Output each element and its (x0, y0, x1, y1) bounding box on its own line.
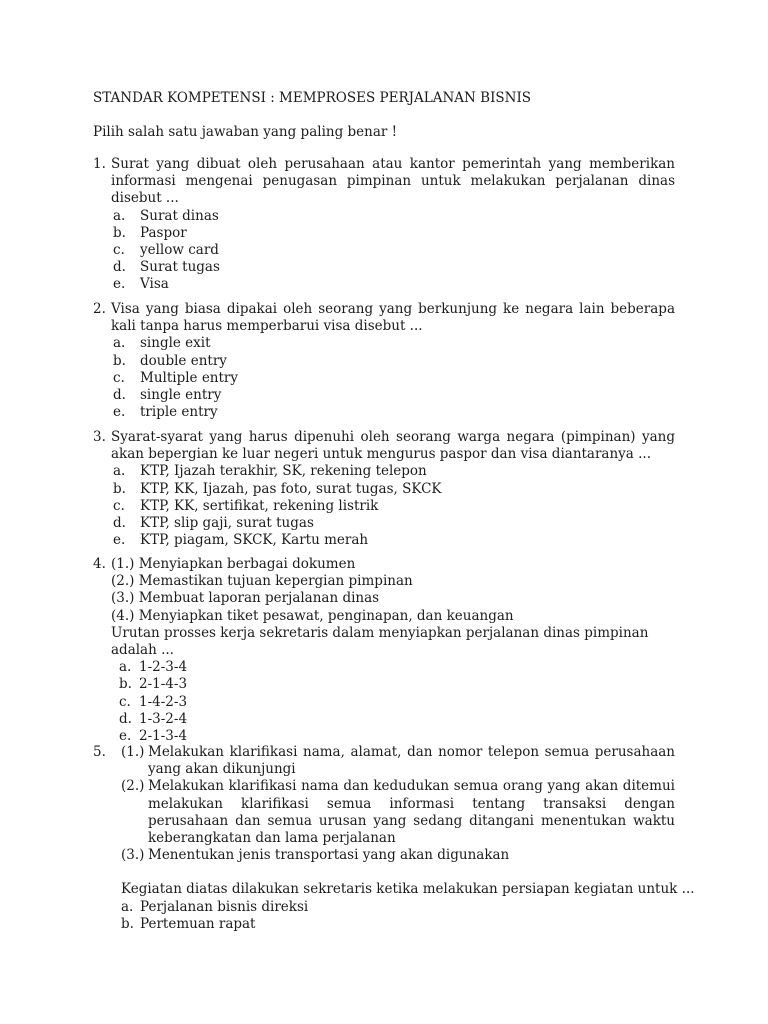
step-item (121, 778, 675, 847)
option-text: Visa (140, 276, 169, 293)
option-letter: b. (121, 915, 134, 932)
step-item: (4.) Menyiapkan tiket pesawat, penginapan, dan keuangan (111, 607, 514, 624)
option-letter: c. (119, 693, 131, 710)
step-item: (2.) Memastikan tujuan kepergian pimpinan (111, 573, 413, 590)
question-text: Surat yang dibuat oleh perusahaan atau kantor pemerintah yang memberikan informasi mengenai penugasan pimpinan untuk melakukan perjalanan dinas disebut ... (111, 156, 675, 207)
question-3 (93, 429, 675, 549)
option-c[interactable] (119, 694, 675, 711)
option-text: 2-1-3-4 (139, 728, 188, 745)
option-text: 1-4-2-3 (139, 693, 188, 710)
option-text: Paspor (140, 224, 187, 241)
option-text: Multiple entry (140, 369, 239, 386)
instruction-text: Pilih salah satu jawaban yang paling benar ! (93, 124, 398, 140)
option-text: single exit (140, 335, 211, 352)
step-item: (1.) Menyiapkan berbagai dokumen (111, 556, 356, 572)
option-a[interactable] (119, 659, 675, 676)
option-list (93, 208, 675, 294)
step-text: Menentukan jenis transportasi yang akan digunakan (148, 847, 510, 864)
option-text: KTP, piagam, SKCK, Kartu merah (140, 532, 369, 549)
option-list (93, 335, 675, 421)
option-text: 2-1-4-3 (139, 676, 188, 693)
option-e[interactable] (119, 728, 675, 745)
option-letter: d. (119, 710, 132, 727)
option-c[interactable] (111, 498, 675, 515)
option-d[interactable] (111, 259, 675, 276)
question-text: Visa yang biasa dipakai oleh seorang yang berkunjung ke negara lain beberapa kali tanpa harus memperbarui visa disebut ... (111, 301, 675, 335)
option-letter: d. (113, 515, 126, 532)
step-label: (1.) (121, 744, 145, 760)
question-5 (93, 744, 695, 933)
option-letter: c. (113, 369, 125, 386)
option-letter: b. (119, 676, 132, 693)
step-text: Melakukan klarifikasi nama, alamat, dan nomor telepon semua perusahaan yang akan dikunjungi (148, 744, 675, 778)
option-a[interactable] (111, 463, 675, 480)
page-title: STANDAR KOMPETENSI : MEMPROSES PERJALANAN BISNIS (93, 90, 532, 106)
option-a[interactable] (121, 899, 675, 916)
option-b[interactable] (111, 225, 675, 242)
option-b[interactable] (111, 481, 675, 498)
option-list (93, 463, 675, 549)
option-text: KTP, Ijazah terakhir, SK, rekening telepon (140, 463, 427, 480)
question-number: 1. (93, 156, 106, 172)
option-letter: b. (113, 224, 126, 241)
step-label: (2.) (121, 778, 145, 795)
question-number: 4. (93, 556, 106, 572)
step-item (121, 744, 675, 778)
option-text: triple entry (140, 404, 218, 421)
option-e[interactable] (111, 532, 675, 549)
option-b[interactable] (111, 353, 675, 370)
question-text: Syarat-syarat yang harus dipenuhi oleh seorang warga negara (pimpinan) yang akan bepergian ke luar negeri untuk mengurus paspor dan visa diantaranya ... (111, 429, 675, 463)
step-item (121, 847, 675, 864)
question-number: 5. (93, 744, 106, 760)
option-text: Surat tugas (140, 259, 220, 276)
option-b[interactable] (121, 916, 675, 933)
option-e[interactable] (111, 404, 675, 421)
option-a[interactable] (111, 208, 675, 225)
option-d[interactable] (119, 711, 675, 728)
option-list (93, 659, 675, 745)
option-letter: c. (113, 497, 125, 514)
option-text: Surat dinas (140, 207, 219, 224)
question-text: Urutan prosses kerja sekretaris dalam menyiapkan perjalanan dinas pimpinan adalah ... (111, 624, 649, 659)
option-letter: e. (113, 532, 126, 549)
step-list (93, 556, 675, 625)
step-label: (3.) (121, 847, 145, 864)
option-b[interactable] (119, 676, 675, 693)
option-letter: d. (113, 259, 126, 276)
option-text: 1-2-3-4 (139, 659, 188, 676)
option-letter: a. (113, 335, 126, 352)
option-text: Pertemuan rapat (140, 915, 256, 932)
option-text: KTP, KK, Ijazah, pas foto, surat tugas, SKCK (140, 480, 442, 497)
question-2 (93, 301, 675, 421)
option-c[interactable] (111, 242, 675, 259)
option-letter: a. (113, 463, 126, 480)
option-text: 1-3-2-4 (139, 710, 188, 727)
step-text: Melakukan klarifikasi nama dan kedudukan semua orang yang akan ditemui melakukan klarifikasi semua informasi tentang transaksi dengan perusahaan dan semua urusan yang sedang ditangani menentukan waktu keberangkatan dan lama perjalanan (148, 778, 675, 847)
option-letter: a. (121, 898, 134, 915)
option-text: KTP, slip gaji, surat tugas (140, 515, 314, 532)
option-a[interactable] (111, 335, 675, 352)
question-4 (93, 556, 675, 745)
option-list (93, 899, 675, 933)
option-letter: e. (113, 276, 126, 293)
option-letter: d. (113, 387, 126, 404)
option-e[interactable] (111, 276, 675, 293)
option-letter: a. (119, 659, 132, 676)
question-number: 3. (93, 429, 106, 445)
step-item: (3.) Membuat laporan perjalanan dinas (111, 590, 380, 607)
question-number: 2. (93, 301, 106, 317)
option-text: yellow card (140, 242, 219, 259)
option-text: double entry (140, 352, 227, 369)
question-text: Kegiatan diatas dilakukan sekretaris ketika melakukan persiapan kegiatan untuk ... (121, 881, 695, 898)
option-c[interactable] (111, 370, 675, 387)
option-letter: e. (113, 404, 126, 421)
option-letter: b. (113, 480, 126, 497)
option-text: Perjalanan bisnis direksi (140, 898, 309, 915)
option-text: single entry (140, 387, 222, 404)
option-letter: e. (119, 728, 132, 745)
option-letter: a. (113, 207, 126, 224)
question-1 (93, 156, 675, 294)
option-text: KTP, KK, sertifikat, rekening listrik (140, 497, 379, 514)
option-letter: c. (113, 242, 125, 259)
option-d[interactable] (111, 515, 675, 532)
step-list (93, 744, 675, 864)
option-d[interactable] (111, 387, 675, 404)
option-letter: b. (113, 352, 126, 369)
